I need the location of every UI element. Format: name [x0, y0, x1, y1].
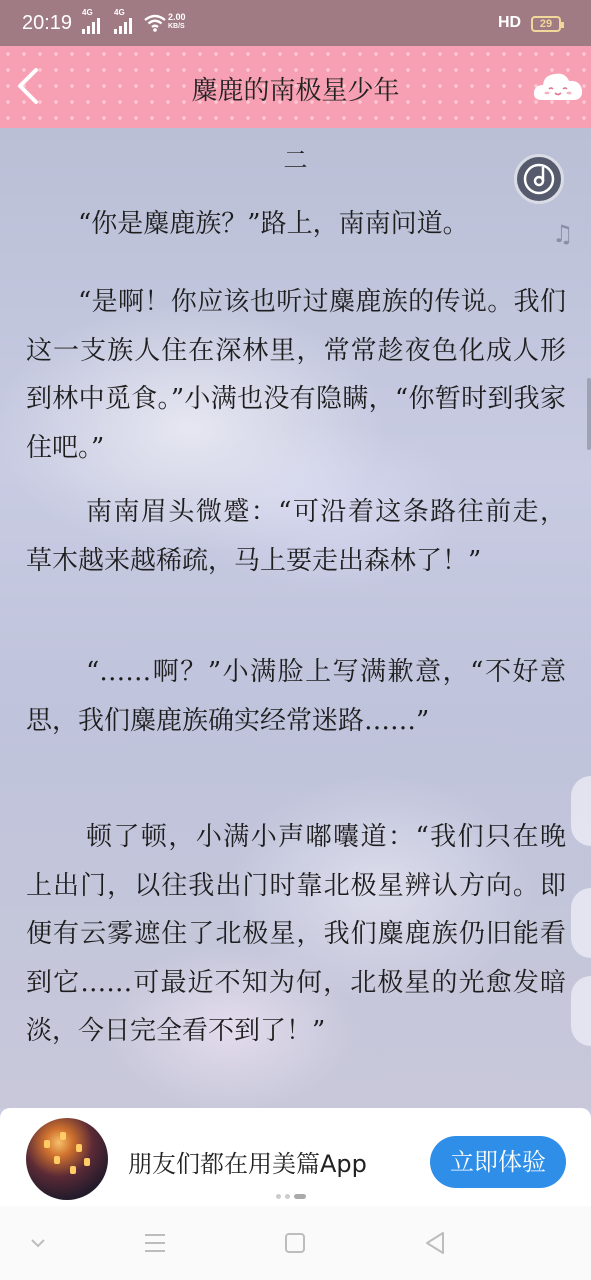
home-icon[interactable] [284, 1232, 306, 1254]
side-tab[interactable] [571, 888, 591, 958]
side-tab[interactable] [571, 976, 591, 1046]
title-bar [0, 46, 591, 128]
back-icon[interactable] [424, 1230, 446, 1256]
wifi-icon [144, 14, 166, 32]
carousel-dots [276, 1194, 306, 1199]
paragraph: “……啊？”小满脸上写满歉意，“不好意思，我们麋鹿族确实经常迷路……” [26, 657, 566, 736]
battery-icon [531, 16, 561, 32]
battery-level: 29 [539, 18, 553, 30]
system-nav-bar [0, 1206, 591, 1280]
status-time: 20:19 [22, 12, 73, 34]
status-bar [0, 0, 591, 46]
music-note-icon: ♫ [552, 220, 574, 248]
app-promo-banner[interactable] [0, 1108, 591, 1206]
paragraph: 顿了顿，小满小声嘟囔道：“我们只在晚上出门，以往我出门时靠北极星辨认方向。即便有云雾遮住了北极星，我们麋鹿族仍旧能看到它……可最近不知为何，北极星的光愈发暗淡，今日完全看不到了！” [26, 822, 566, 1046]
page-title: 麋鹿的南极星少年 [191, 76, 400, 106]
side-tab[interactable] [571, 776, 591, 846]
chapter-number: 二 [283, 146, 308, 174]
hd-indicator: HD [498, 14, 522, 31]
signal-icon [82, 8, 100, 34]
menu-icon[interactable] [143, 1232, 167, 1254]
paragraph: “你是麋鹿族？”路上，南南问道。 [78, 209, 469, 239]
article-content[interactable] [0, 128, 591, 1108]
signal-icons [82, 8, 132, 34]
signal-icon [114, 8, 132, 34]
paragraph: 南南眉头微蹙：“可沿着这条路往前走，草木越来越稀疏，马上要走出森林了！” [26, 497, 566, 576]
promo-avatar [26, 1118, 108, 1200]
network-speed-unit: KB/S [168, 23, 185, 30]
network-speed-value: 2.00 [168, 12, 186, 22]
network-type-label: 4G [82, 8, 93, 17]
promo-text: 朋友们都在用美篇App [128, 1150, 367, 1178]
scrollbar-thumb[interactable] [587, 378, 591, 450]
try-now-button[interactable]: 立即体验 [430, 1136, 566, 1188]
chevron-down-icon[interactable] [28, 1236, 48, 1250]
network-type-label: 4G [114, 8, 125, 17]
paragraph: “是啊！你应该也听过麋鹿族的传说。我们这一支族人住在深林里，常常趁夜色化成人形到林中觅食。”小满也没有隐瞒，“你暂时到我家住吧。” [26, 287, 566, 463]
cloud-face-icon[interactable] [532, 68, 584, 104]
network-speed [168, 12, 186, 32]
music-disc-button[interactable] [514, 154, 564, 204]
music-disc-icon [517, 157, 561, 201]
